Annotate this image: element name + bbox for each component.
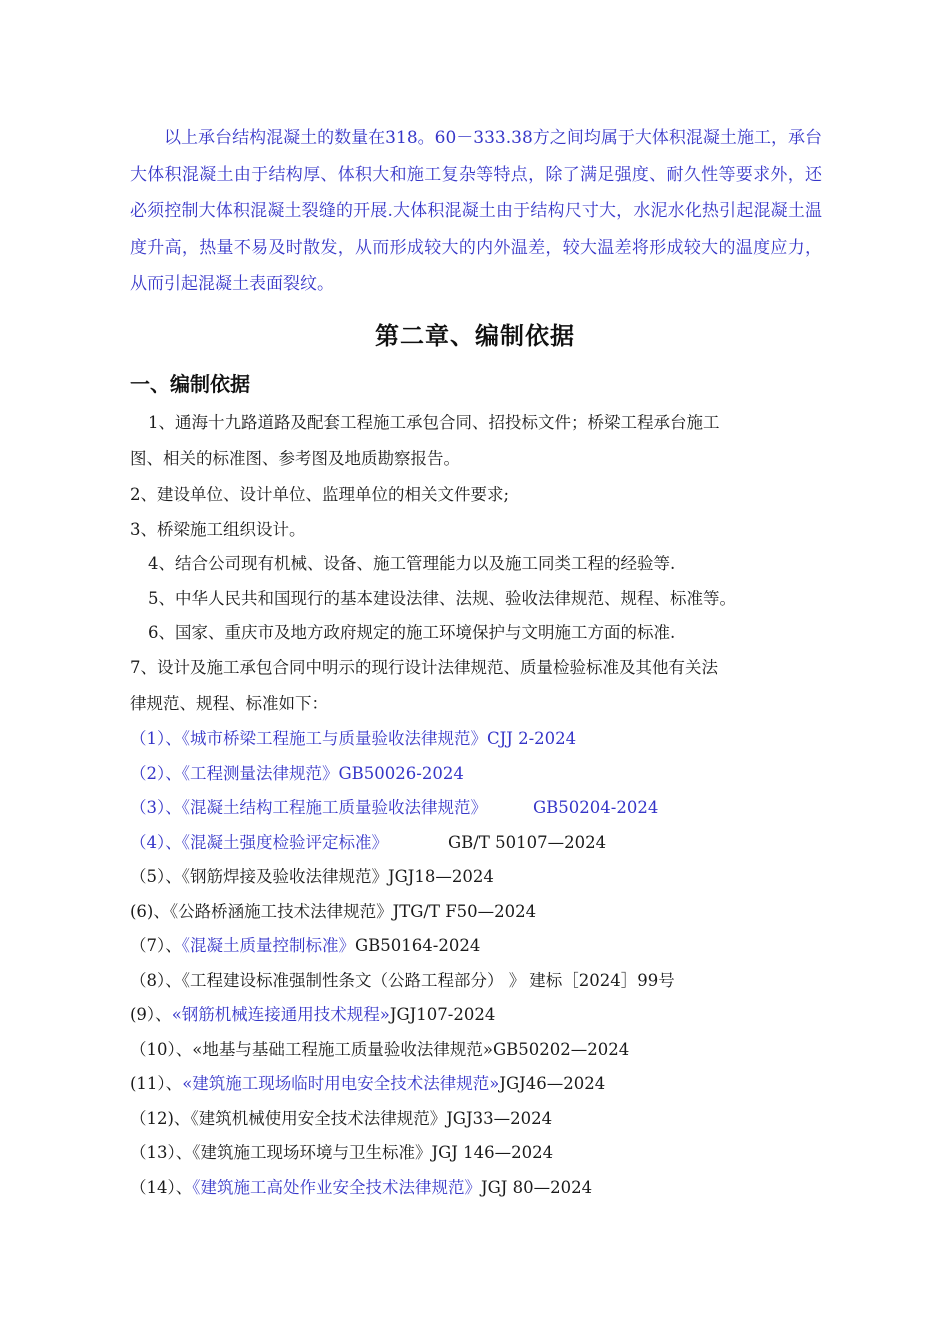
chapter-title: 第二章、编制依据 (375, 322, 575, 350)
standard-prefix: （14）、 (130, 1178, 193, 1197)
standard-code: JGJ 146—2024 (431, 1143, 554, 1162)
standard-code: GB/T 50107—2024 (448, 833, 607, 852)
standard-title: 《混凝土强度检验评定标准》 (181, 833, 388, 852)
standard-code: GB50204-2024 (533, 798, 659, 817)
standard-title: 《工程建设标准强制性条文（公路工程部分） 》 (181, 971, 526, 990)
standard-item-14 (130, 1174, 592, 1198)
basis-item-7-line-2: 律规范、规程、标准如下： (130, 694, 328, 713)
standard-title: «建筑施工现场临时用电安全技术法律规范» (182, 1074, 500, 1093)
standard-title: 《城市桥梁工程施工与质量验收法律规范》 (181, 729, 487, 748)
standard-title: 《建筑施工高处作业安全技术法律规范》 (192, 1178, 481, 1197)
intro-paragraph (130, 120, 822, 303)
standard-item-7 (130, 932, 480, 956)
basis-item-7-line-1: 7、设计及施工承包合同中明示的现行设计法律规范、质量检验标准及其他有关法 (130, 658, 718, 677)
standard-item-2 (130, 760, 464, 784)
basis-item-1-line-1: 1、通海十九路道路及配套工程施工承包合同、招投标文件；桥梁工程承台施工 (148, 413, 720, 432)
standard-prefix: (9）、 (130, 1005, 172, 1024)
basis-item-1-line-2: 图、相关的标准图、参考图及地质勘察报告。 (130, 449, 460, 468)
standard-item-8 (130, 967, 675, 991)
standard-item-12 (130, 1105, 552, 1129)
standard-code: JGJ46—2024 (499, 1074, 606, 1093)
standard-prefix: （5）、 (130, 867, 182, 886)
standard-code: JGJ33—2024 (446, 1109, 553, 1128)
standard-item-9 (130, 1001, 495, 1025)
standard-title: «钢筋机械连接通用技术规程» (171, 1005, 390, 1024)
standard-item-1 (130, 725, 576, 749)
standard-title: 《建筑机械使用安全技术法律规范》 (190, 1109, 447, 1128)
standard-code: JGJ 80—2024 (481, 1178, 593, 1197)
standard-prefix: (6)、 (130, 902, 170, 921)
standard-prefix: （4）、 (130, 833, 182, 852)
standard-title: 《公路桥涵施工技术法律规范》 (169, 902, 393, 921)
standard-title: 《混凝土质量控制标准》 (181, 936, 355, 955)
intro-text: 以上承台结构混凝土的数量在318。60－333.38方之间均属于大体积混凝土施工，承台大体积混凝土由于结构厚、体积大和施工复杂等特点，除了满足强度、耐久性等要求外，还必须控制大体积混凝土裂缝的开展.大体积混凝土由于结构尺寸大，水泥水化热引起混凝土温度升高，热量不易及时散发，从而形成较大的内外温差，较大温差将形成较大的温度应力，从而引起混凝土表面裂纹。 (130, 128, 822, 294)
basis-item-6: 6、国家、重庆市及地方政府规定的施工环境保护与文明施工方面的标准. (148, 623, 676, 642)
standard-item-11 (130, 1070, 605, 1094)
standard-item-6 (130, 898, 536, 922)
standard-item-10 (130, 1036, 629, 1060)
standard-title: 《钢筋焊接及验收法律规范》 (181, 867, 388, 886)
standard-prefix: （7）、 (130, 936, 182, 955)
standard-prefix: （8）、 (130, 971, 182, 990)
standard-item-13 (130, 1139, 553, 1163)
standard-code: JGJ18—2024 (388, 867, 494, 886)
standard-code: CJJ 2-2024 (487, 729, 577, 748)
standard-item-3 (130, 794, 658, 818)
standard-title: 《混凝土结构工程施工质量验收法律规范》 (181, 798, 487, 817)
standard-prefix: （2）、 (130, 764, 182, 783)
basis-item-3: 3、桥梁施工组织设计。 (130, 520, 306, 539)
standard-item-5 (130, 863, 494, 887)
basis-item-2: 2、建设单位、设计单位、监理单位的相关文件要求; (130, 485, 510, 504)
standard-title: 《建筑施工现场环境与卫生标准》 (192, 1143, 432, 1162)
basis-item-5: 5、中华人民共和国现行的基本建设法律、法规、验收法律规范、规程、标准等。 (148, 589, 736, 608)
standard-code: GB50164-2024 (355, 936, 481, 955)
standard-item-4 (130, 829, 606, 853)
standard-code: JTG/T F50—2024 (392, 902, 537, 921)
standard-prefix: （3）、 (130, 798, 182, 817)
standard-title: 《工程测量法律规范》 (181, 764, 339, 783)
standard-code: 建标［2024］99号 (529, 971, 675, 990)
standard-title: «地基与基础工程施工质量验收法律规范» (192, 1040, 493, 1059)
standard-prefix: （1）、 (130, 729, 182, 748)
section-title: 一、编制依据 (130, 372, 250, 396)
standard-prefix: （13）、 (130, 1143, 193, 1162)
standard-code: JGJ107-2024 (389, 1005, 496, 1024)
standard-prefix: (11）、 (130, 1074, 183, 1093)
standard-code: GB50202—2024 (492, 1040, 630, 1059)
standard-prefix: （10）、 (130, 1040, 193, 1059)
basis-item-4: 4、结合公司现有机械、设备、施工管理能力以及施工同类工程的经验等. (148, 554, 676, 573)
standard-code: GB50026-2024 (338, 764, 464, 783)
standard-prefix: （12)、 (130, 1109, 191, 1128)
